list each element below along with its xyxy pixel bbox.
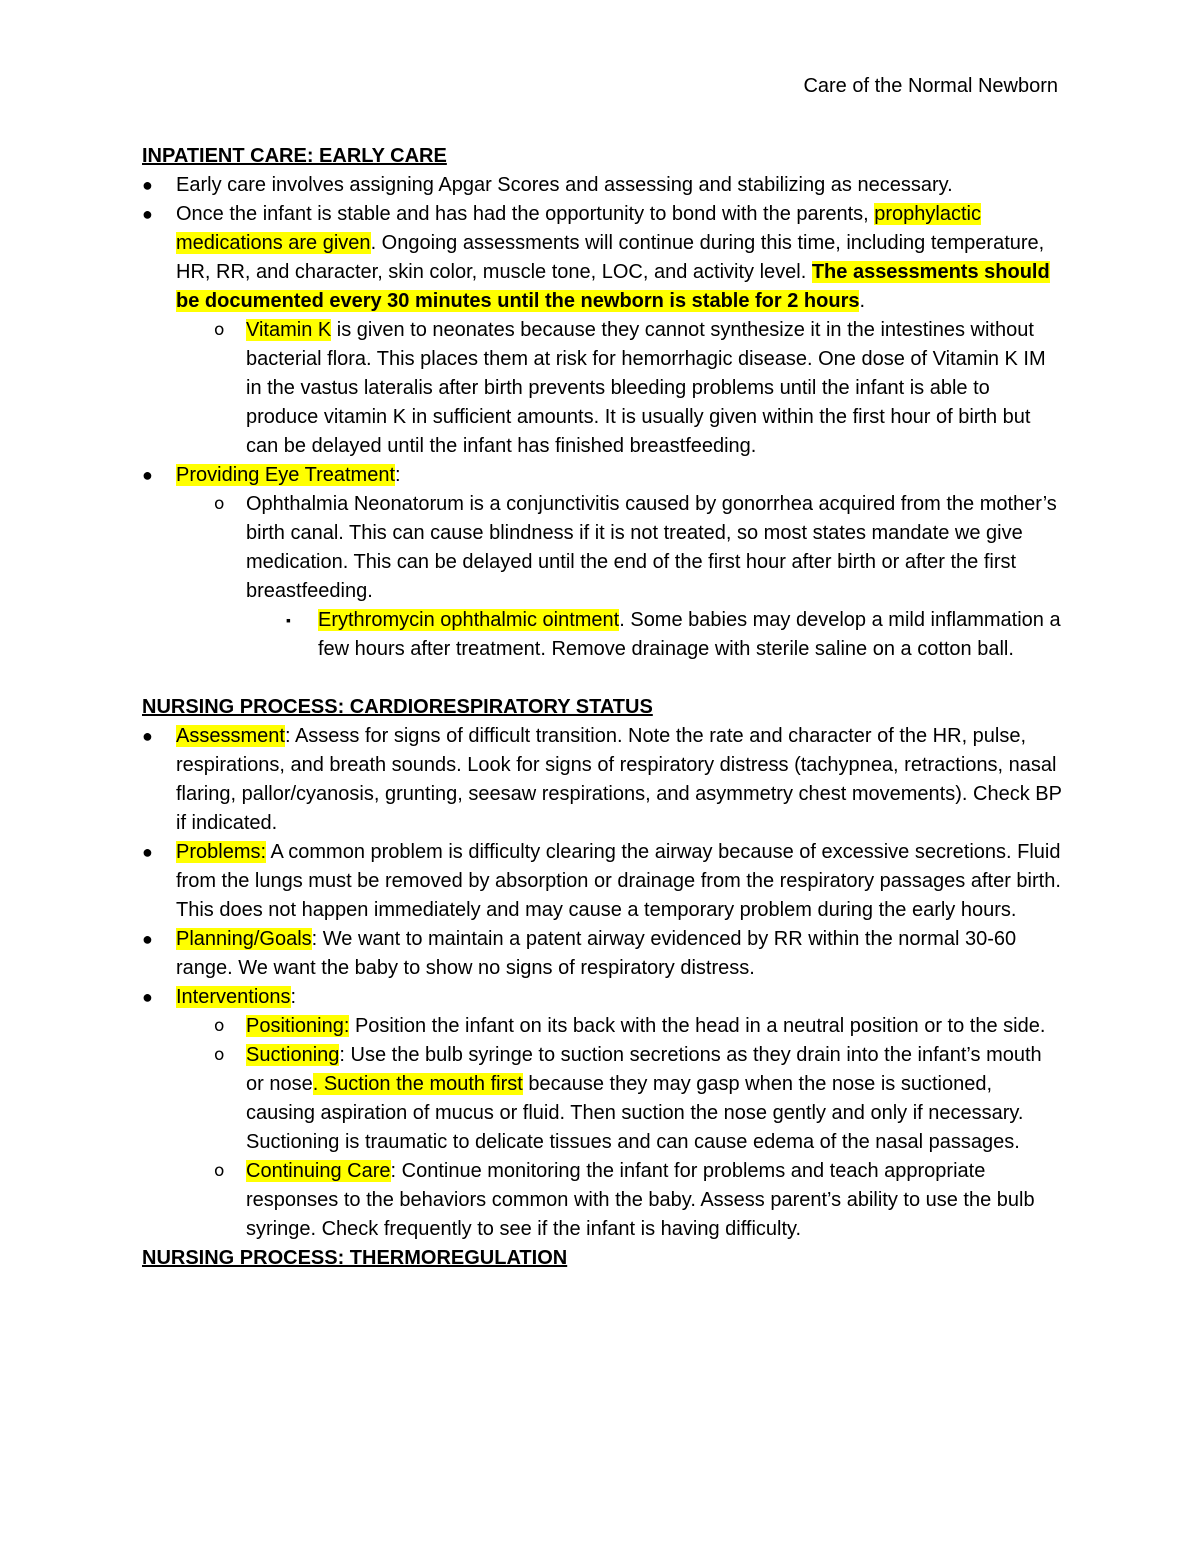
list-item-text: : Use the bulb syringe to suction secretions as they drain into the infant’s mouth or nose <box>246 1044 1042 1095</box>
list-item <box>142 171 1062 200</box>
list-item <box>142 200 1062 316</box>
list-item <box>142 838 1062 925</box>
highlighted-text: Interventions <box>176 986 291 1008</box>
document-body <box>142 142 1062 1273</box>
list-item-text: : Assess for signs of difficult transition. Note the rate and character of the HR, pulse, respirations, and breath sounds. Look for signs of respiratory distress (tachypnea, retractions, nasal flaring, pallor/cyanosis, grunting, seesaw respirations, and asymmetry chest movements). Check BP if indicated. <box>176 725 1062 834</box>
list-item-text: because they may gasp when the nose is suctioned, causing aspiration of mucus or fluid. Then suction the nose gently and only if necessary. Suctioning is traumatic to delicate tissues and can cause edema of the nasal passages. <box>246 1073 1024 1153</box>
list-item-text: Once the infant is stable and has had the opportunity to bond with the parents, <box>176 203 875 225</box>
inpatient-care-list <box>142 171 1062 664</box>
highlighted-text: Continuing Care <box>246 1160 391 1182</box>
section-heading-cardiorespiratory: NURSING PROCESS: CARDIORESPIRATORY STATUS <box>142 696 653 718</box>
highlighted-text: Planning/Goals <box>176 928 312 950</box>
highlighted-text: Suctioning <box>246 1044 340 1066</box>
highlighted-text: Vitamin K <box>246 319 332 341</box>
bullet-icon: ● <box>142 204 153 224</box>
bullet-icon: ● <box>142 842 153 862</box>
list-item <box>142 490 1062 606</box>
list-item-text: : <box>290 986 297 1008</box>
bullet-icon: ● <box>142 929 153 949</box>
highlighted-text: . Suction the mouth first <box>312 1073 523 1095</box>
list-item-text: : <box>395 464 401 486</box>
running-header: Care of the Normal Newborn <box>803 75 1058 97</box>
highlighted-text: Positioning: <box>246 1015 350 1037</box>
list-item <box>142 722 1062 838</box>
list-item-text: Ophthalmia Neonatorum is a conjunctivitis caused by gonorrhea acquired from the mother’s birth canal. This can cause blindness if it is not treated, so most states mandate we give medication. This can be delayed until the end of the first hour after birth or after the first breastfeeding. <box>246 493 1057 602</box>
list-item-text: is given to neonates because they cannot synthesize it in the intestines without bacterial flora. This places them at risk for hemorrhagic disease. One dose of Vitamin K IM in the vastus lateralis after birth prevents bleeding problems until the infant is able to produce vitamin K in sufficient amounts. It is usually given within the first hour of birth but can be delayed until the infant has finished breastfeeding. <box>246 319 1046 457</box>
bullet-icon: ● <box>142 987 153 1007</box>
circle-bullet-icon: o <box>214 1161 225 1181</box>
highlighted-text: The assessments should be documented every 30 minutes until the newborn is stable for 2 hours <box>176 261 1050 312</box>
highlighted-text: Assessment <box>176 725 285 747</box>
list-item <box>142 1012 1062 1041</box>
list-item-text: . <box>859 290 866 312</box>
list-item-text: Position the infant on its back with the head in a neutral position or to the side. <box>349 1015 1046 1037</box>
section-heading-thermoregulation: NURSING PROCESS: THERMOREGULATION <box>142 1247 568 1269</box>
list-item-text: . Ongoing assessments will continue during this time, including temperature, HR, RR, and character, skin color, muscle tone, LOC, and activity level. <box>176 232 1045 283</box>
list-item-text: : We want to maintain a patent airway evidenced by RR within the normal 30-60 range. We want the baby to show no signs of respiratory distress. <box>176 928 1017 979</box>
bullet-icon: ● <box>142 465 153 485</box>
list-item <box>142 1041 1062 1157</box>
cardiorespiratory-list <box>142 722 1062 1244</box>
list-item-text: A common problem is difficulty clearing the airway because of excessive secretions. Fluid from the lungs must be removed by absorption or drainage from the respiratory passages after birth. This does not happen immediately and may cause a temporary problem during the early hours. <box>176 841 1061 921</box>
list-item <box>142 316 1062 461</box>
highlighted-text: Problems: <box>176 841 267 863</box>
spacer <box>142 664 1062 693</box>
highlighted-text: Erythromycin ophthalmic ointment <box>318 609 620 631</box>
highlighted-text: Providing Eye Treatment <box>176 464 395 486</box>
list-item <box>142 925 1062 983</box>
section-heading-inpatient-care: INPATIENT CARE: EARLY CARE <box>142 145 447 167</box>
bullet-icon: ● <box>142 175 153 195</box>
list-item <box>142 606 1062 664</box>
circle-bullet-icon: o <box>214 320 225 340</box>
circle-bullet-icon: o <box>214 1045 225 1065</box>
bullet-icon: ● <box>142 726 153 746</box>
circle-bullet-icon: o <box>214 1016 225 1036</box>
list-item <box>142 1157 1062 1244</box>
list-item-text: . Some babies may develop a mild inflammation a few hours after treatment. Remove drainage with sterile saline on a cotton ball. <box>318 609 1061 660</box>
list-item <box>142 461 1062 490</box>
highlighted-text: prophylactic medications are given <box>176 203 981 254</box>
square-bullet-icon: ▪ <box>286 612 291 628</box>
circle-bullet-icon: o <box>214 494 225 514</box>
list-item-text: Early care involves assigning Apgar Scores and assessing and stabilizing as necessary. <box>176 174 953 196</box>
list-item <box>142 983 1062 1012</box>
list-item-text: : Continue monitoring the infant for problems and teach appropriate responses to the behaviors common with the baby. Assess parent’s ability to use the bulb syringe. Check frequently to see if the infant is having difficulty. <box>246 1160 1035 1240</box>
